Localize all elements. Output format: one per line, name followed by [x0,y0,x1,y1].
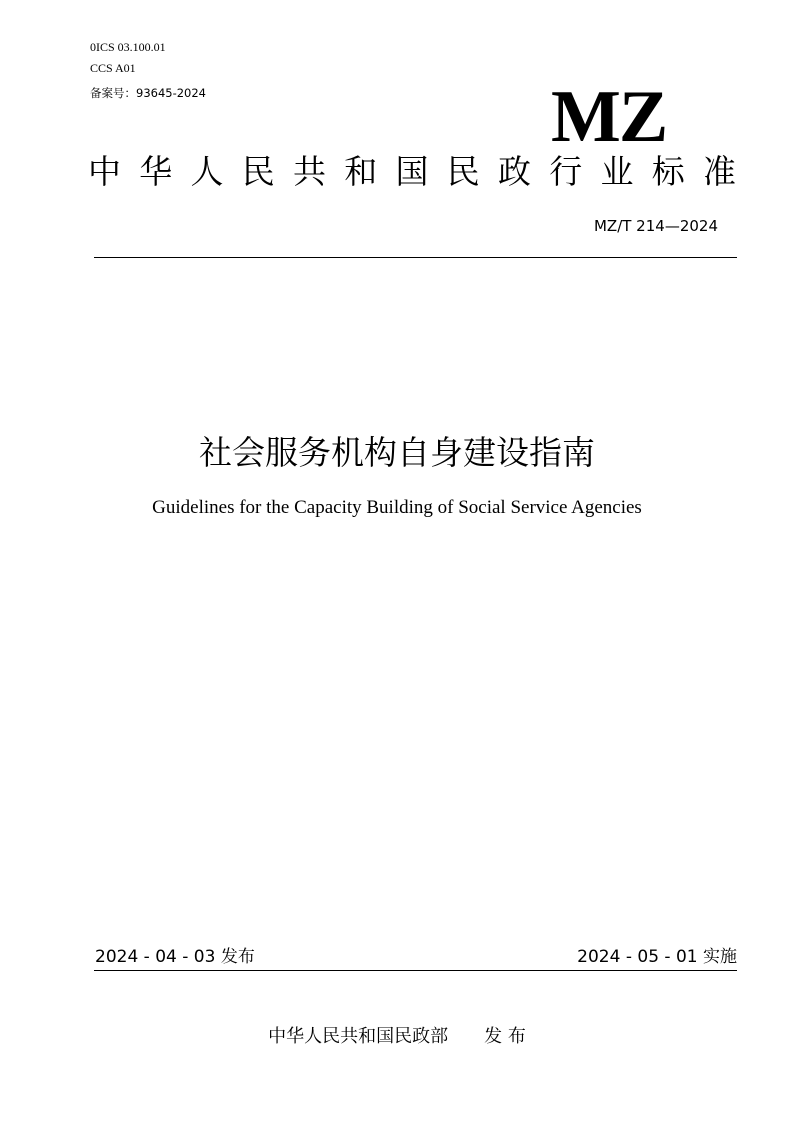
category-char: 民 [241,152,275,191]
category-char: 人 [190,152,224,191]
category-char: 华 [139,152,173,191]
document-title-english: Guidelines for the Capacity Building of Social Service Agencies [152,497,642,518]
mz-logo: MZ [551,76,667,158]
issuer-name: 中华人民共和国民政部 [268,1026,449,1047]
issue-action: 发 布 [484,1026,526,1047]
issuer-line [0,1026,794,1048]
category-char: 政 [498,152,531,191]
category-char: 国 [395,152,429,191]
category-char: 标 [651,152,685,191]
standard-category-heading [88,152,736,192]
ccs-code: CCS A01 [90,61,136,75]
category-char: 民 [446,152,480,191]
issue-date: 2024 - 04 - 03 发布 [95,947,255,967]
category-char: 共 [293,152,326,191]
document-title-chinese: 社会服务机构自身建设指南 [199,433,595,472]
filing-number: 备案号：93645-2024 [90,86,206,100]
category-char: 准 [703,152,736,191]
footer-divider [94,970,737,971]
category-char: 行 [549,152,583,191]
standard-number: MZ/T 214—2024 [593,217,718,235]
ics-code: 0ICS 03.100.01 [90,40,166,54]
category-char: 中 [88,152,121,191]
category-char: 和 [344,152,378,191]
category-char: 业 [600,152,634,191]
header-divider [94,257,737,258]
implementation-date: 2024 - 05 - 01 实施 [577,947,737,967]
